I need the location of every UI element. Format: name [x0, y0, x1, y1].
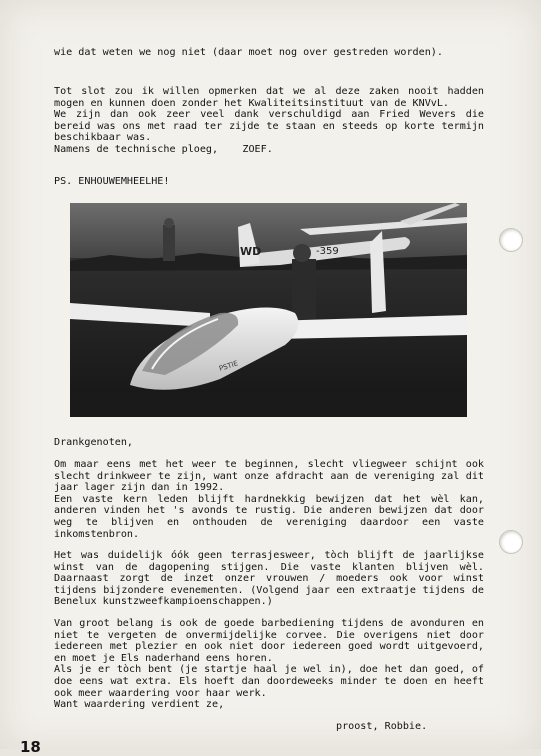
glider-photo-illustration	[70, 203, 467, 417]
signature: proost, Robbie.	[336, 721, 428, 732]
paragraph-weather: Om maar eens met het weer te beginnen, slecht vliegweer schijnt ook slecht drinkweer te zijn, want onze afdracht aan de vereniging zal dit jaar lager zijn dan in 1992. Een vaste kern leden blijft hardnekkig bewijzen dat het wèl kan, anderen vinden het 's avonds te rustig. Die anderen bewijzen dat door weg te blijven en onthouden de vereniging daardoor een vaste inkomstenbron.	[54, 459, 484, 540]
punch-hole	[499, 530, 523, 554]
glider-nose-text: PSTIE	[218, 359, 240, 373]
page-number: 18	[20, 738, 41, 756]
paragraph-terrace: Het was duidelijk óók geen terrasjesweer, tòch blijft de jaarlijkse winst van de dagopening stijgen. Die vaste klanten blijven wèl. Daarnaast zorgt de inzet onzer vrouwen / moeders ook voor winst tijdens bijzondere evenementen. (Volgend jaar een extraatje tijdens de Benelux kunstzweefkampioenschappen.)	[54, 550, 491, 608]
punch-hole	[499, 228, 523, 252]
paragraph-bar-service: Van groot belang is ook de goede barbediening tijdens de avonduren en niet te vergeten de onvermijdelijke corvee. Die overigens niet door iedereen met plezier en ook niet door iedereen goed wordt uitgevoerd, en moet je Els naderhand eens horen. Als je er tòch bent (je startje haal je wel in), doe het dan goed, of doe eens wat extra. Els hoeft dan doordeweeks minder te doen en heeft ook meer waardering voor haar werk. Want waardering verdient ze,	[54, 618, 484, 711]
glider-number: -359	[316, 246, 339, 257]
paragraph-closing: Tot slot zou ik willen opmerken dat we al deze zaken nooit hadden mogen en kunnen doen zonder het Kwaliteitsinstituut van de KNVvL. We zijn dan ook zeer veel dank verschuldigd aan Fried Wevers die bereid was ons met raad ter zijde te staan en steeds op korte termijn beschikbaar was. Namens de technische ploeg, ZOEF.	[54, 86, 484, 155]
glider-registration-back: WD	[240, 245, 262, 258]
postscript: PS. ENHOUWEMHEELHE!	[54, 176, 170, 187]
glider-photo	[70, 203, 467, 417]
paragraph-continuation: wie dat weten we nog niet (daar moet nog over gestreden worden).	[54, 47, 443, 58]
salutation: Drankgenoten,	[54, 437, 134, 448]
